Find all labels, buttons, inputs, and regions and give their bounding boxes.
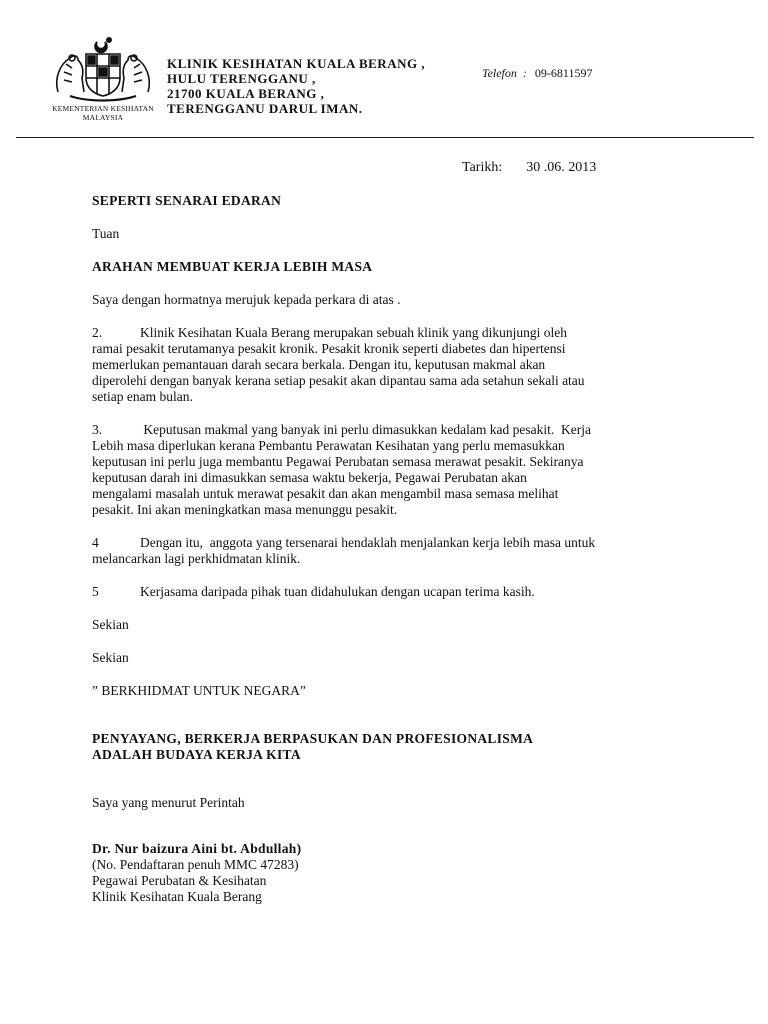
paragraph-2-line: diperolehi dengan banyak kerana setiap pesakit akan dipantau sama ada setahun sekali atau (92, 373, 585, 388)
paragraph-2-line: setiap enam bulan. (92, 389, 193, 404)
paragraph-3-line: keputusan darah ini dimasukkan semasa waktu bekerja, Pegawai Perubatan akan (92, 470, 527, 485)
crest-caption (44, 104, 162, 122)
paragraph-3-line: Lebih masa diperlukan kerana Pembantu Perawatan Kesihatan yang perlu memasukkan (92, 438, 565, 453)
paragraph-2-line: memerlukan pemantauan darah secara berkala. Dengan itu, keputusan makmal akan (92, 357, 546, 372)
paragraph-2 (92, 325, 662, 405)
date-label: Tarikh: (462, 160, 503, 175)
crest-logo (44, 34, 162, 126)
address-line-2: HULU TERENGGANU , (167, 71, 316, 86)
recipient: SEPERTI SENARAI EDARAN (92, 193, 282, 208)
header-divider (16, 137, 754, 138)
paragraph-2-number: 2. (92, 325, 103, 340)
paragraph-2-line: Klinik Kesihatan Kuala Berang merupakan sebuah klinik yang dikunjungi oleh (140, 325, 568, 340)
paragraph-5-number: 5 (92, 584, 99, 599)
signer-name: Dr. Nur baizura Aini bt. Abdullah) (92, 841, 302, 856)
signer-position: Pegawai Perubatan & Kesihatan (92, 873, 267, 888)
letter-body (92, 193, 662, 905)
paragraph-4-number: 4 (92, 535, 99, 550)
closing-2: Sekian (92, 650, 129, 665)
motto: ” BERKHIDMAT UNTUK NEGARA” (92, 683, 306, 698)
phone-label: Telefon (482, 66, 517, 80)
phone-separator: : (522, 66, 527, 80)
phone-number: 09-6811597 (534, 66, 593, 80)
paragraph-3-number: 3. (92, 422, 103, 437)
paragraph-5-text: Kerjasama daripada pihak tuan didahulukan dengan ucapan terima kasih. (140, 584, 535, 599)
subject: ARAHAN MEMBUAT KERJA LEBIH MASA (92, 259, 373, 274)
signature-block (92, 841, 662, 905)
sign-off: Saya yang menurut Perintah (92, 795, 245, 810)
address-line-4: TERENGGANU DARUL IMAN. (167, 101, 363, 116)
date-value: 30 .06. 2013 (526, 160, 597, 175)
slogan-line-2: ADALAH BUDAYA KERJA KITA (92, 747, 301, 762)
slogan-line-1: PENYAYANG, BERKERJA BERPASUKAN DAN PROFESIONALISMA (92, 731, 534, 746)
paragraph-3-line: Keputusan makmal yang banyak ini perlu dimasukkan kedalam kad pesakit. Kerja (140, 422, 591, 437)
paragraph-4-line: melancarkan lagi perkhidmatan klinik. (92, 551, 301, 566)
paragraph-3 (92, 422, 662, 518)
paragraph-5 (92, 584, 662, 600)
slogan (92, 731, 662, 763)
salutation: Tuan (92, 226, 120, 241)
crest-caption-line-2: MALAYSIA (82, 113, 124, 122)
paragraph-3-line: pesakit. Ini akan meningkatkan masa menunggu pesakit. (92, 502, 398, 517)
intro-paragraph: Saya dengan hormatnya merujuk kepada perkara di atas . (92, 292, 401, 307)
address-line-1: KLINIK KESIHATAN KUALA BERANG , (167, 56, 426, 71)
paragraph-4 (92, 535, 662, 567)
paragraph-3-line: mengalami masalah untuk merawat pesakit dan akan mengambil masa semasa melihat (92, 486, 559, 501)
address-line-3: 21700 KUALA BERANG , (167, 86, 325, 101)
coat-of-arms-icon (48, 34, 158, 102)
paragraph-3-line: keputusan ini perlu juga membantu Pegawai Perubatan semasa merawat pesakit. Sekiranya (92, 454, 584, 469)
letter-date (462, 160, 596, 176)
crest-caption-line-1: KEMENTERIAN KESIHATAN (52, 104, 154, 113)
signer-office: Klinik Kesihatan Kuala Berang (92, 889, 262, 904)
paragraph-4-line: Dengan itu, anggota yang tersenarai hendaklah menjalankan kerja lebih masa untuk (140, 535, 596, 550)
closing-1: Sekian (92, 617, 129, 632)
signer-registration: (No. Pendaftaran penuh MMC 47283) (92, 857, 299, 872)
clinic-address (167, 56, 425, 116)
phone-info (482, 66, 592, 81)
paragraph-2-line: ramai pesakit terutamanya pesakit kronik. Pesakit kronik seperti diabetes dan hipertensi (92, 341, 566, 356)
